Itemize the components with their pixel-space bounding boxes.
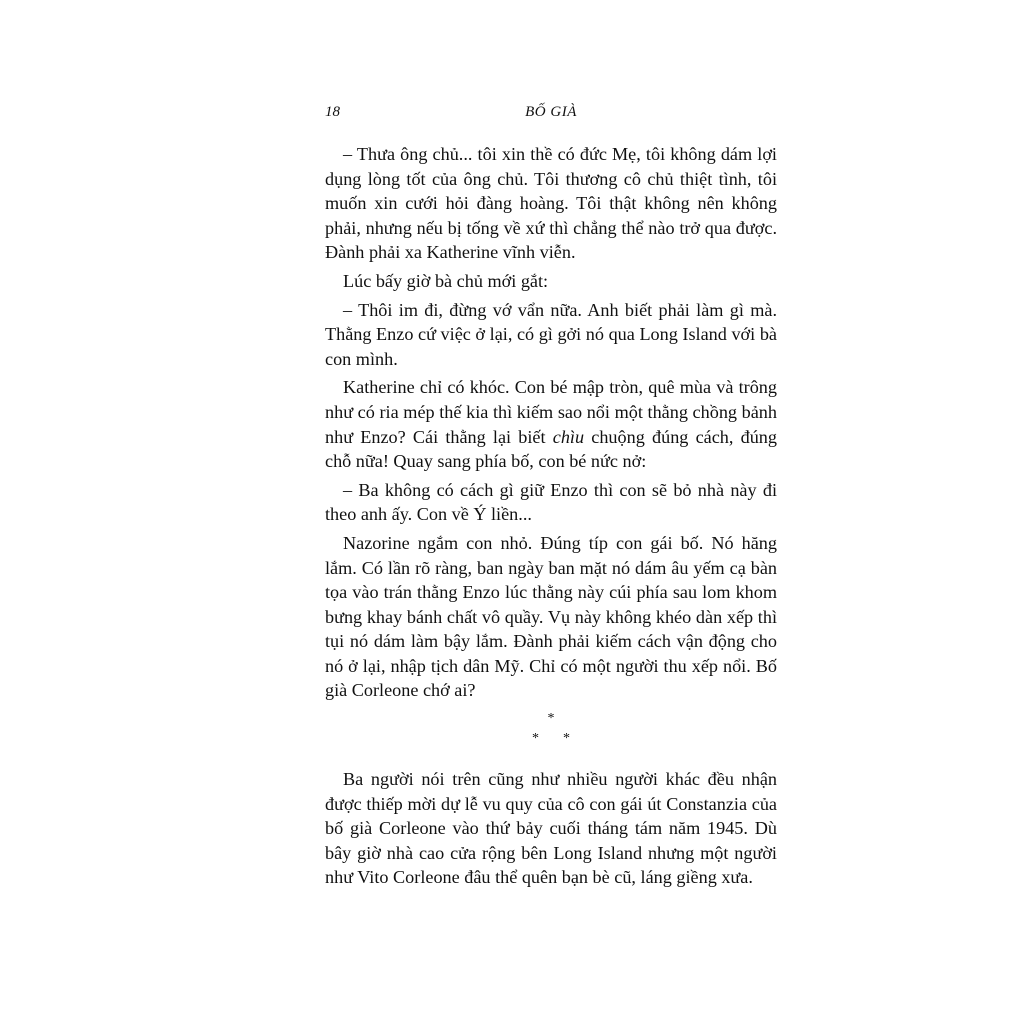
paragraph-katherine bbox=[325, 375, 777, 473]
paragraph-katherine-part2: chuộng đúng cách, đúng chỗ nữa! Quay sang phía bố, con bé nức nở: bbox=[325, 426, 777, 472]
section-break-top-star: * bbox=[547, 711, 555, 727]
paragraph-wedding-invitation: Ba người nói trên cũng như nhiều người khác đều nhận được thiếp mời dự lễ vu quy của cô con gái út Constanzia của bố già Corleone vào thứ bảy cuối tháng tám năm 1945. Dù bây giờ nhà cao cửa rộng bên Long Island nhưng một người như Vito Corleone đâu thể quên bạn bè cũ, láng giềng xưa. bbox=[325, 769, 777, 888]
section-break-bottom-stars bbox=[325, 729, 777, 749]
paragraph-katherine-part1: Katherine chỉ có khóc. Con bé mập tròn, quê mùa và trông như có ria mép thế kia thì kiếm sao nổi một thằng chồng bảnh như Enzo? Cái thằng lại biết bbox=[325, 377, 777, 447]
paragraph-dialogue-wife: – Thôi im đi, đừng vớ vẩn nữa. Anh biết phải làm gì mà. Thằng Enzo cứ việc ở lại, có gì gởi nó qua Long Island với bà con mình. bbox=[325, 299, 777, 369]
paragraph-dialogue-enzo: – Thưa ông chủ... tôi xin thề có đức Mẹ, tôi không dám lợi dụng lòng tốt của ông chủ. Tôi thương cô chủ thiệt tình, tôi muốn xin cưới hỏi đàng hoàng. Tôi thật không nên không phải, nhưng nếu bị tống về xứ thì chẳng thể nào trở qua được. Đành phải xa Katherine vĩnh viễn. bbox=[325, 144, 777, 263]
section-break-star-left: * bbox=[532, 731, 539, 747]
paragraph-nazorine: Nazorine ngắm con nhỏ. Đúng típ con gái bố. Nó hăng lắm. Có lần rõ ràng, ban ngày ban mặt nó dám âu yếm cạ bàn tọa vào trán thằng Enzo lúc thằng này cúi phía sau lom khom bưng khay bánh chất vô quầy. Vụ này không khéo dàn xếp thì tụi nó dám làm bậy lắm. Đành phải kiếm cách vận động cho nó ở lại, nhập tịch dân Mỹ. Chỉ có một người thu xếp nổi. Bố già Corleone chớ ai? bbox=[325, 532, 777, 701]
section-break-star-right: * bbox=[563, 731, 570, 747]
page-number: 18 bbox=[325, 104, 340, 120]
body-text bbox=[325, 142, 777, 894]
page-header bbox=[325, 104, 777, 126]
running-title: BỐ GIÀ bbox=[525, 104, 577, 120]
section-break bbox=[325, 709, 777, 749]
paragraph-narration-wife: Lúc bấy giờ bà chủ mới gắt: bbox=[343, 270, 549, 291]
paragraph-katherine-italic: chìu bbox=[552, 426, 585, 447]
paragraph-dialogue-katherine: – Ba không có cách gì giữ Enzo thì con sẽ bỏ nhà này đi theo anh ấy. Con về Ý liền... bbox=[325, 479, 777, 525]
